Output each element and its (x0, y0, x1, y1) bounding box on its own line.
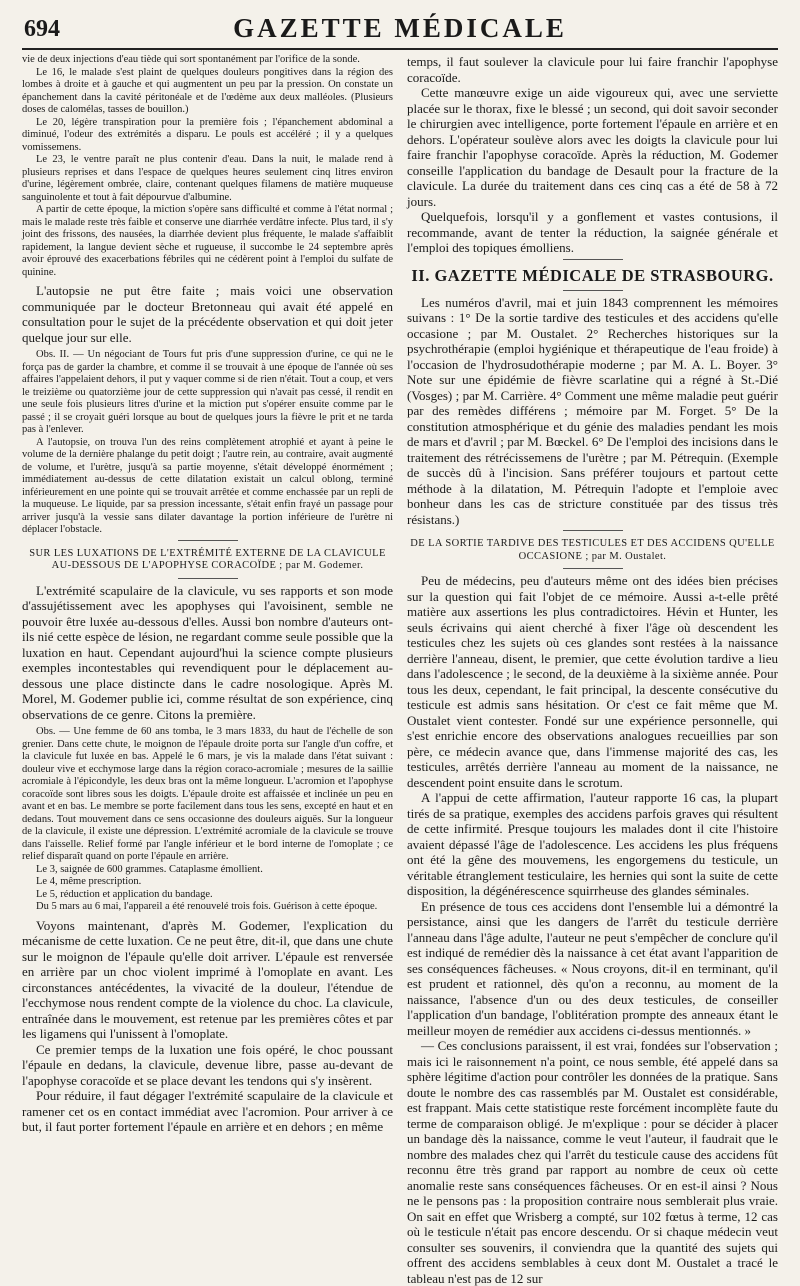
paragraph: Voyons maintenant, d'après M. Godemer, l'explication du mécanisme de cette luxation. Ce ne peut être, dit-il, que dans une chute sur le moignon de l'épaule qu'elle doit arriver. L'épaule est renversée en arrière par un choc violent imprimé à l'omoplate en avant. Les circonstances antécédentes, la vivacité de la douleur, l'étendue de l'ecchymose nous rendent compte de la violence du choc. La clavicule, entraînée dans le mouvement, est retenue par les premières côtes et par les ligamens qui l'unissent à l'omoplate. (22, 917, 393, 1041)
paragraph: Le 5, réduction et application du bandage. (36, 888, 213, 900)
paragraph: L'autopsie ne put être faite ; mais voici une observation communiquée par le docteur Bretonneau qui avait été appelé en consultation pour le sujet de la précédente observation et qui doit jeter quelque jour sur elle. (22, 283, 393, 345)
paragraph: Quelquefois, lorsqu'il y a gonflement et vastes contusions, il recommande, avant de tenter la réduction, la saignée générale et l'emploi des topiques émolliens. (407, 209, 778, 255)
paragraph: Peu de médecins, peu d'auteurs même ont des idées bien précises sur la question qui fait l'objet de ce mémoire. Aussi a-t-elle prêté matière aux assertions les plus contradictoires. Hévin et Hunter, les seuls écrivains qui aient cherché à fixer l'âge où descendent les testicules chez les sujets où ces glandes sont restées à la naissance derrière l'anneau, disent, le premier, que cette évolution tardive a lieu dans l'adolescence ; le second, de la deuxième à la sixième année. Pour tous les deux, cependant, le fait principal, la descente consécutive du testicule est admis sans hésitation. Or c'est ce fait même que M. Oustalet vient contester. Fondé sur une expérience personnelle, qui s'est enrichie encore des observations analogues recueillies par son père, ce médecin avance que, dans l'immense majorité des cas, les testicules, arrêtés derrière l'anneau au moment de la naissance, ne descendent point ensuite dans le scrotum. (407, 573, 778, 790)
page-header (22, 10, 778, 50)
section-heading: II. GAZETTE MÉDICALE DE STRASBOURG. (411, 265, 774, 285)
observation-paragraph: Obs. II. — Un négociant de Tours fut pris d'une suppression d'urine, ce qui ne le força pas de garder la chambre, et comme il se trouvait à une époque de l'année où ses affaires l'appelaient dehors, il put y vaquer comme si de rien n'était. Tout a coup, et vers le treizième ou quatorzième jour de cette suppression qui n'avait pas cessé, il rendit en une seule fois plusieurs litres d'urine et la miction put s'opérer ensuite comme par le passé ; il se croyait guéri lorsque au bout de quelques jours la fièvre le prit et ne tarda pas à l'enlever. (22, 349, 393, 435)
divider (563, 290, 623, 291)
divider (178, 540, 238, 541)
paragraph: Le 20, légère transpiration pour la première fois ; l'épanchement abdominal a diminué, l'odeur des extrémités a disparu. Le pouls est accéléré ; il y a quelques vomissemens. (22, 116, 393, 153)
paragraph: temps, il faut soulever la clavicule pour lui faire franchir l'apophyse coracoïde. (407, 54, 778, 85)
divider (563, 568, 623, 569)
journal-title: GAZETTE MÉDICALE (233, 13, 567, 43)
paragraph: — Ces conclusions paraissent, il est vrai, fondées sur l'observation ; mais ici le raisonnement n'a point, ce nous semble, été appelé dans sa sphère légitime d'action pour contrôler les données de la pratique. Sans doute le nombre des cas rassemblés par M. Oustalet est considérable, est frappant. Mais cette statistique reste forcément incomplète faute du terme de comparaison obligé. Je m'explique : pour se décider à placer un bandage dès la naissance, comme le veut l'auteur, il faudrait que le nombre des malades chez qui l'arrêt du testicule cause des accidens fût reconnu être très grand par rapport au nombre de ceux où cette anomalie reste sans conséquences fâcheuses. Or en est-il ainsi ? Nous ne le pensons pas : la proposition contraire nous semblerait plus vraie. On sait en effet que Wrisberg a compté, sur 102 fœtus à terme, 12 cas où le testicule n'était pas encore descendu. Or si chaque médecin veut consulter ses souvenirs, il conviendra que la quantité des sujets qui offrent des accidens semblables à ceux dont M. Oustalet a tracé le tableau n'est pas de 12 sur (407, 1038, 778, 1286)
paragraph: L'extrémité scapulaire de la clavicule, vu ses rapports et son mode d'assujétissement avec les apophyses qui l'avoisinent, semble ne pouvoir être luxée au-dessous d'elles. Aussi bon nombre d'auteurs ont-ils nié cette espèce de lésion, ne regardant comme seule possible que la luxation en haut. Cependant aujourd'hui la science compte plusieurs exemples incontestables qui revendiquent pour le déplacement au-dessous une place distincte dans le cadre nosologique. Après M. Morel, M. Godemer publie ici, comme résultat de son expérience, cinq observations de ce genre. Citons la première. (22, 582, 393, 722)
paragraph: Pour réduire, il faut dégager l'extrémité scapulaire de la clavicule et ramener cet os en contact immédiat avec l'acromion. Pour arriver à ce but, il faut porter fortement l'épaule en arrière et en dehors ; en même (22, 1088, 393, 1134)
paragraph: Ce premier temps de la luxation une fois opéré, le choc poussant l'épaule en dedans, la clavicule, devenue libre, passe au-devant de l'apophyse coracoïde et se place devant les tendons qui s'y insèrent. (22, 1041, 393, 1088)
paragraph: Le 3, saignée de 600 grammes. Cataplasme émollient. (36, 863, 263, 875)
divider (563, 530, 623, 531)
paragraph: Les numéros d'avril, mai et juin 1843 comprennent les mémoires suivans : 1° De la sortie tardive des testicules et des accidens qu'elle occasione ; par M. Oustalet. 2° Recherches historiques sur la psychrothérapie (emploi hygiénique et thérapeutique de l'eau froide) à l'occasion de l'hydrosudothérapie moderne ; par M. A. L. Boyer. 3° Note sur une épidémie de fièvre scarlatine qui a régné à St.-Dié (Vosges) ; par M. Carrière. 4° Comment une même maladie peut guérir par des remèdes différens ; mémoire par M. Forget. 5° De la constitution atmosphérique et du génie des maladies pendant les mois de mars et d'avril ; par M. Bœckel. 6° De l'emploi des incisions dans le traitement des rétrécissemens de l'urètre ; par M. Pétrequin. (Exemple de succès dû à l'incision. Sans préférer toujours et partout cette méthode à la dilatation, M. Pétrequin l'adopte et l'emploie avec bonheur dans les cas de stricture constituée par des tissus très résistans.) (407, 294, 778, 527)
paragraph: Cette manœuvre exige un aide vigoureux qui, avec une serviette placée sur le thorax, fixe le blessé ; un second, qui doit savoir seconder le chirurgien avec intelligence, porte fortement l'épaule en arrière et en dehors. L'opérateur soulève alors avec les doigts la clavicule pour lui faire franchir l'apophyse coracoïde. Après la réduction, M. Godemer conseille l'application du bandage de Desault pour la fracture de la clavicule. La durée du traitement dans ces cinq cas a été de 58 à 72 jours. (407, 85, 778, 209)
paragraph: Le 23, le ventre paraît ne plus contenir d'eau. Dans la nuit, le malade rend à plusieurs reprises et dans l'espace de quelques heures seulement cinq litres environ d'urine, légèrement ombrée, claire, contenant quelques filamens de matière muqueuse sanguinolente et tout à fait dépourvue d'albumine. (22, 154, 393, 203)
right-column (407, 54, 778, 1286)
paragraph: A partir de cette époque, la miction s'opère sans difficulté et comme à l'état normal ; mais le malade reste très faible et conserve une diarrhée verdâtre infecte. Plus tard, il s'y joint des frissons, des nausées, la diarrhée devient plus fréquente, le malade s'affaiblit rapidement, la langue devient sèche et rugueuse, il succombe le 24 septembre après avoir éprouvé des exacerbations fébriles qui ne cédèrent point à l'emploi du sulfate de quinine. (22, 204, 393, 278)
paragraph: A l'autopsie, on trouva l'un des reins complètement atrophié et ayant à peine le volume de la dernière phalange du petit doigt ; l'autre rein, au contraire, avait augmenté de volume, et l'urètre, jusqu'à sa partie moyenne, s'était développé énormément ; immédiatement au-dessus de cette dilatation existait un calcul oblong, terminé inférieurement en une pointe qui se trouvait arrêtée et comme enchassée par un repli de la muqueuse. Le liquide, par sa pression incessante, s'était enfin frayé un passage pour arriver jusqu'à la vessie sans dilater davantage la portion inférieure de l'urètre ni déplacer l'obstacle. (22, 436, 393, 535)
paragraph: vie de deux injections d'eau tiède qui sort spontanément par l'orifice de la sonde. (22, 54, 360, 65)
paragraph: En présence de tous ces accidens dont l'ensemble lui a démontré la persistance, ainsi que les dangers de l'arrêt du testicule derrière l'anneau dans l'âge adulte, l'auteur ne peut s'empêcher de conclure qu'il est indiqué de remédier dès la naissance à cet état avant l'apparition de ses conséquences fâcheuses. « Nous croyons, dit-il en terminant, qu'il est prudent et rationnel, dès qu'on a reconnu, au moment de la naissance, l'absence d'un ou des deux testicules, de conseiller l'application d'un bandage, l'oblitération prompte des anneaux étant le meilleur moyen de remédier aux accidens ci-dessus mentionnés. » (407, 898, 778, 1038)
divider (563, 259, 623, 260)
page-number: 694 (24, 16, 60, 42)
paragraph: A l'appui de cette affirmation, l'auteur rapporte 16 cas, la plupart tirés de sa pratique, exemples des accidens parfois graves qui résultent de cette infirmité. Presque toujours les malades dont il cite l'histoire avaient dépassé l'âge de l'adolescence. Les accidens les plus fréquens ont été la gêne des mouvemens, les engorgemens du testicule, un véritable étranglement testiculaire, les hernies qui sont la suite de cette disposition, la dégénérescence squirrheuse des glandes séminales. (407, 790, 778, 898)
article-heading: DE LA SORTIE TARDIVE DES TESTICULES ET DES ACCIDENS QU'ELLE OCCASIONE ; par M. Oustalet. (410, 538, 775, 562)
article-heading: SUR LES LUXATIONS DE L'EXTRÉMITÉ EXTERNE DE LA CLAVICULE AU-DESSOUS DE L'APOPHYSE CORACOÏDE ; par M. Godemer. (29, 547, 386, 571)
left-column (22, 54, 393, 1134)
divider (178, 578, 238, 579)
paragraph: Le 4, même prescription. (36, 876, 142, 887)
paragraph: Le 16, le malade s'est plaint de quelques douleurs pongitives dans la région des lombes à droite et à gauche et qui augmentent un peu par la pression. On constate un épanchement dans la cavité péritonéale et de l'œdème aux deux malléoles. (Plusieurs doses de calomélas, tasses de bouillon.) (22, 66, 393, 115)
text-columns (22, 54, 778, 1286)
observation-paragraph: Obs. — Une femme de 60 ans tomba, le 3 mars 1833, du haut de l'échelle de son grenier. Dans cette chute, le moignon de l'épaule droite porta sur l'angle d'un coffre, et la clavicule fut luxée en bas. Appelé le 6 mars, je vis la malade dans l'état suivant : douleur vive et ecchymose large dans la région coraco-acromiale ; mesures de la saillie acromiale à l'épicondyle, les deux bras ont la même longueur. L'acromion et l'apophyse coracoïde sont libres sous les doigts. L'épaule droite est affaissée et inclinée un peu en avant et en bas. Le membre se porte facilement dans tous les sens, excepté en haut et en dedans. Tout mouvement dans ce sens occasionne des douleurs aiguës. Sur la longueur de la clavicule, il existe une dépression. L'extrémité acromiale de la clavicule se trouve dans l'aisselle. Relief formé par l'angle inférieur et le bord interne de l'omoplate ; ce relief disparaît quand on porte l'épaule en arrière. (22, 726, 393, 862)
paragraph: Du 5 mars au 6 mai, l'appareil a été renouvelé trois fois. Guérison à cette époque. (36, 901, 378, 912)
